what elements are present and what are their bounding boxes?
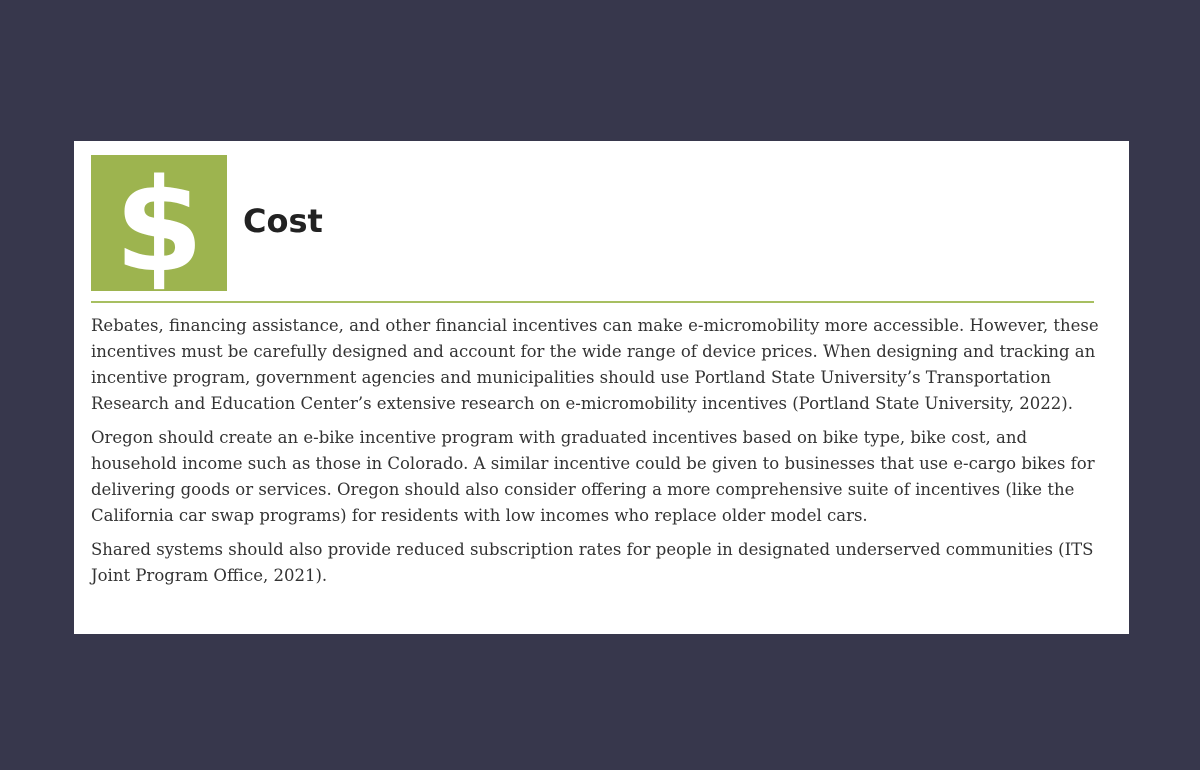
paragraph: Rebates, financing assistance, and other financial incentives can make e-micromobility more accessible. However, these incentives must be carefully designed and account for the wide range of device prices. When designing and tracking an incentive program, government agencies and municipalities should use Portland State University’s Transportation Research and Education Center’s extensive research on e-micromobility incentives (Portland State University, 2022). — [91, 316, 1099, 413]
paragraph: Oregon should create an e-bike incentive program with graduated incentives based on bike type, bike cost, and household income such as those in Colorado. A similar incentive could be given to businesses that use e-cargo bikes for delivering goods or services. Oregon should also consider offering a more comprehensive suite of incentives (like the California car swap programs) for residents with low incomes who replace older model cars. — [91, 428, 1095, 525]
svg-text:$: $ — [114, 155, 204, 291]
section-body — [91, 313, 1106, 597]
section-divider — [91, 301, 1094, 303]
paragraph: Shared systems should also provide reduced subscription rates for people in designated underserved communities (ITS Joint Program Office, 2021). — [91, 540, 1094, 585]
dollar-sign-icon — [91, 155, 227, 291]
section-title: Cost — [243, 202, 323, 240]
content-card — [74, 141, 1129, 634]
